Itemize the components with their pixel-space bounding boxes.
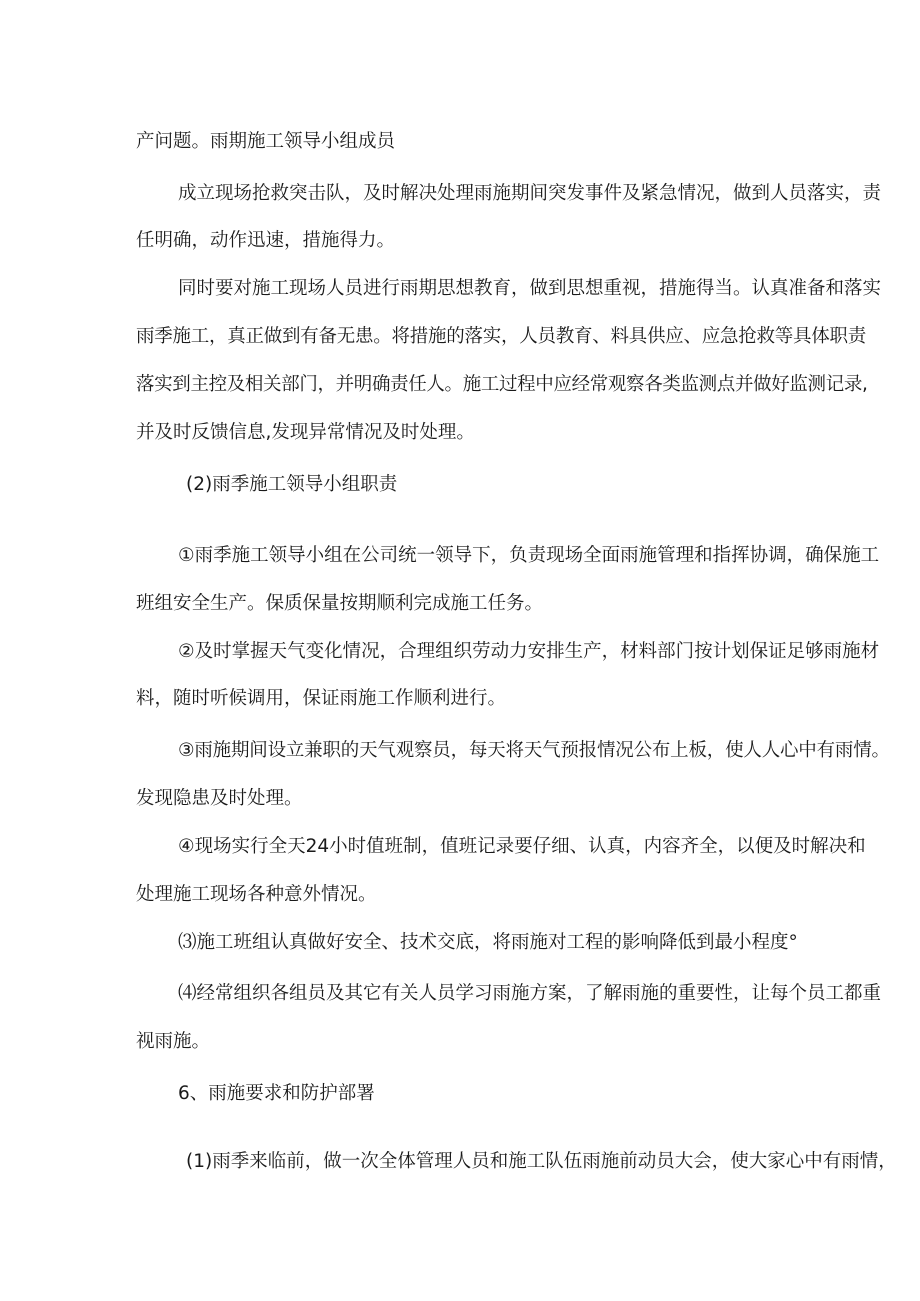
paragraph-line: 同时要对施工现场人员进行雨期思想教育，做到思想重视，措施得当。认真准备和落实 — [178, 278, 882, 299]
paragraph-line: 雨季施工，真正做到有备无患。将措施的落实，人员教育、料具供应、应急抢救等具体职责 — [136, 326, 867, 347]
section-heading: (2)雨季施工领导小组职责 — [186, 474, 398, 495]
list-item-line: ⑶施工班组认真做好安全、技术交底，将雨施对工程的影响降低到最小程度° — [178, 932, 798, 953]
paragraph-line: (1)雨季来临前，做一次全体管理人员和施工队伍雨施前动员大会，使大家心中有雨情， — [186, 1151, 897, 1172]
list-item-line: 视雨施。 — [136, 1031, 211, 1052]
list-item-line: ①雨季施工领导小组在公司统一领导下，负责现场全面雨施管理和指挥协调，确保施工 — [178, 545, 880, 566]
paragraph-line: 成立现场抢救突击队，及时解决处理雨施期间突发事件及紧急情况，做到人员落实，责 — [178, 183, 882, 204]
paragraph-line: 产问题。雨期施工领导小组成员 — [136, 131, 396, 152]
list-item-line: 料，随时听候调用，保证雨施工作顺利进行。 — [136, 688, 507, 709]
list-item-line: 发现隐患及时处理。 — [136, 788, 303, 809]
section-heading: 6、雨施要求和防护部署 — [178, 1083, 375, 1104]
list-item-line: ③雨施期间设立兼职的天气观察员，每天将天气预报情况公布上板，使人人心中有雨情。 — [178, 740, 890, 761]
paragraph-line: 落实到主控及相关部门，并明确责任人。施工过程中应经常观察各类监测点并做好监测记录, — [136, 374, 868, 395]
paragraph-line: 并及时反馈信息,发现异常情况及时处理。 — [136, 422, 475, 443]
list-item-line: ⑷经常组织各组员及其它有关人员学习雨施方案，了解雨施的重要性，让每个员工都重 — [178, 983, 882, 1004]
list-item-line: ④现场实行全天24小时值班制，值班记录要仔细、认真，内容齐全，以便及时解决和 — [178, 836, 866, 857]
list-item-line: 处理施工现场各种意外情况。 — [136, 884, 377, 905]
paragraph-line: 任明确，动作迅速，措施得力。 — [136, 230, 396, 251]
list-item-line: 班组安全生产。保质保量按期顺利完成施工任务。 — [136, 593, 544, 614]
list-item-line: ②及时掌握天气变化情况，合理组织劳动力安排生产，材料部门按计划保证足够雨施材 — [178, 641, 880, 662]
